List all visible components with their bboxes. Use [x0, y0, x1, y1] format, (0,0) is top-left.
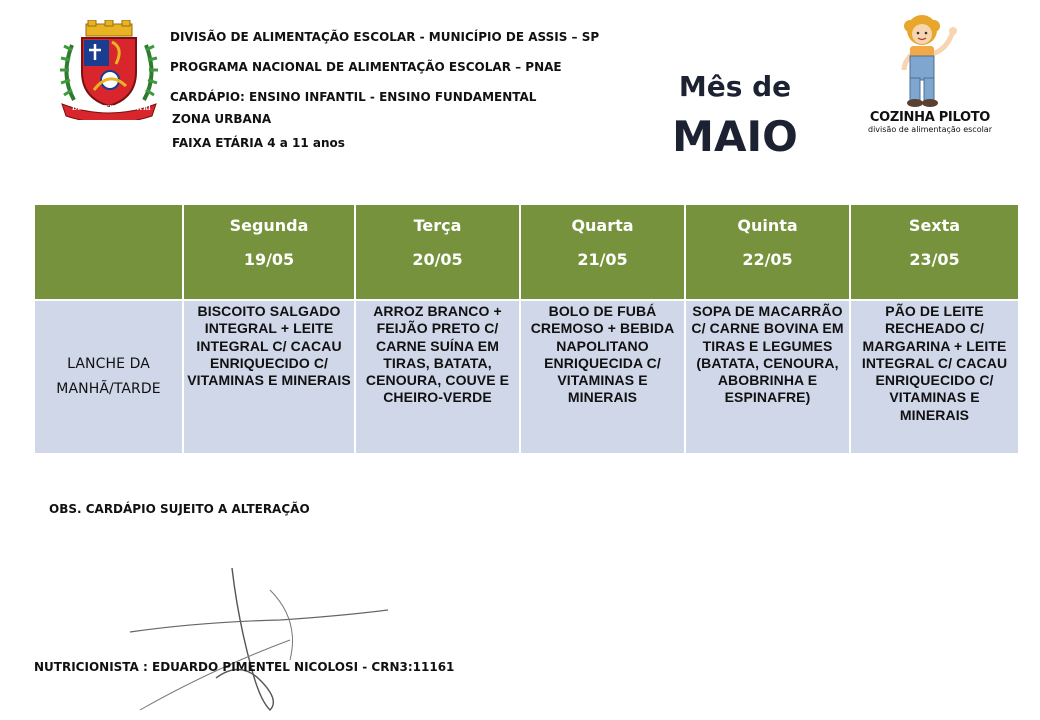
day-header-monday	[183, 204, 355, 300]
dish-text: BOLO DE FUBÁ CREMOSO + BEBIDA NAPOLITANO ENRIQUECIDA C/ VITAMINAS E MINERAIS	[530, 303, 675, 406]
obs-note: OBS. CARDÁPIO SUJEITO A ALTERAÇÃO	[49, 502, 310, 516]
signature-icon	[120, 560, 400, 720]
header-corner-cell	[34, 204, 183, 300]
menu-table	[33, 203, 1020, 455]
chef-mascot-icon	[860, 12, 1000, 110]
month-title: MAIO	[672, 112, 798, 161]
logo-title: COZINHA PILOTO	[869, 110, 991, 125]
crest-motto: DEO ET TERRÆ MATRI	[72, 105, 151, 112]
day-date: 19/05	[243, 250, 295, 269]
dish-cell-thursday	[685, 300, 850, 454]
month-prefix: Mês de	[678, 70, 792, 103]
nutritionist-credit: NUTRICIONISTA : EDUARDO PIMENTEL NICOLOSI - CRN3:11161	[34, 660, 455, 674]
day-date: 23/05	[909, 250, 960, 269]
header-line-program: PROGRAMA NACIONAL DE ALIMENTAÇÃO ESCOLAR – PNAE	[170, 60, 562, 74]
dish-text: BISCOITO SALGADO INTEGRAL + LEITE INTEGRAL C/ CACAU ENRIQUECIDO C/ VITAMINAS E MINERAIS	[187, 303, 351, 389]
day-name: Sexta	[908, 216, 961, 235]
dish-cell-monday	[183, 300, 355, 454]
dish-text: SOPA DE MACARRÃO C/ CARNE BOVINA EM TIRAS E LEGUMES (BATATA, CENOURA, ABOBRINHA E ESPINAFRE)	[691, 303, 844, 406]
logo-subtitle: divisão de alimentação escolar	[867, 125, 992, 134]
day-date: 20/05	[412, 250, 463, 269]
dish-cell-friday	[850, 300, 1019, 454]
dish-cell-tuesday	[355, 300, 520, 454]
header-line-age-range: FAIXA ETÁRIA 4 a 11 anos	[172, 136, 345, 150]
day-name: Segunda	[229, 216, 309, 235]
day-date: 21/05	[577, 250, 628, 269]
day-name: Quinta	[737, 216, 798, 235]
municipal-crest-logo	[54, 20, 164, 120]
day-header-friday	[850, 204, 1019, 300]
dish-cell-wednesday	[520, 300, 685, 454]
meal-label-cell: LANCHE DA MANHÃ/TARDE	[34, 300, 183, 454]
day-date: 22/05	[742, 250, 793, 269]
table-header-row	[34, 204, 1019, 300]
dish-text: PÃO DE LEITE RECHEADO C/ MARGARINA + LEITE INTEGRAL C/ CACAU ENRIQUECIDO C/ VITAMINAS E MINERAIS	[861, 303, 1008, 423]
dish-text: ARROZ BRANCO + FEIJÃO PRETO C/ CARNE SUÍNA EM TIRAS, BATATA, CENOURA, COUVE E CHEIRO-VERDE	[365, 303, 510, 406]
day-name: Quarta	[571, 216, 634, 235]
header-line-menu-type: CARDÁPIO: ENSINO INFANTIL - ENSINO FUNDAMENTAL	[170, 90, 537, 104]
header-line-division: DIVISÃO DE ALIMENTAÇÃO ESCOLAR - MUNICÍPIO DE ASSIS – SP	[170, 30, 600, 44]
day-header-thursday	[685, 204, 850, 300]
day-header-wednesday	[520, 204, 685, 300]
cozinha-piloto-logo	[860, 12, 1000, 136]
day-header-tuesday	[355, 204, 520, 300]
table-row	[34, 300, 1019, 454]
day-name: Terça	[413, 216, 462, 235]
header-line-zone: ZONA URBANA	[172, 112, 272, 126]
